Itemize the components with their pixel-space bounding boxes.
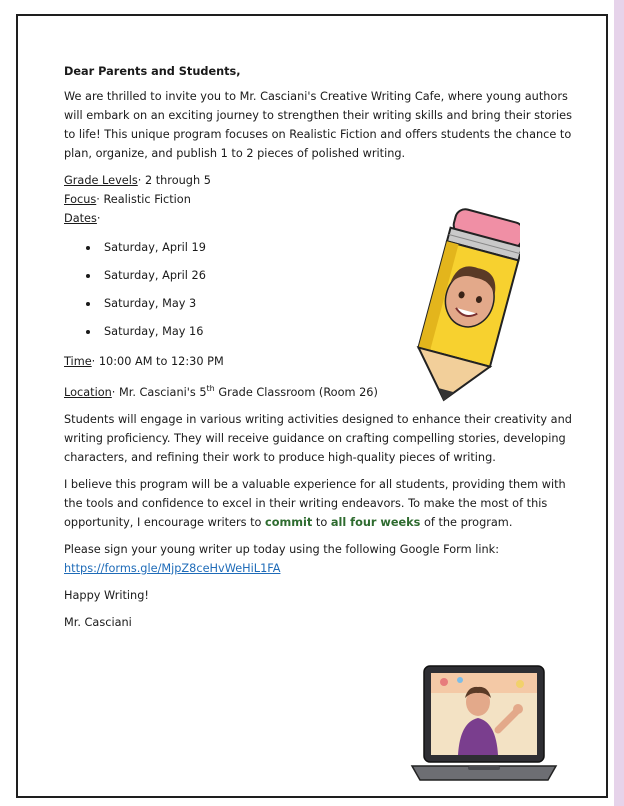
grade-levels-row xyxy=(64,171,574,190)
focus-value: Realistic Fiction xyxy=(103,193,191,206)
greeting: Dear Parents and Students, xyxy=(64,65,241,78)
signup-text: Please sign your young writer up today using the following Google Form link: xyxy=(64,542,500,556)
location-label: Location xyxy=(64,385,112,399)
label-colon: · xyxy=(91,355,99,368)
commitment-text-mid: to xyxy=(312,515,331,529)
closing: Happy Writing! xyxy=(64,588,149,602)
commit-highlight: commit xyxy=(265,515,313,529)
label-colon: · xyxy=(96,212,101,225)
location-superscript: th xyxy=(206,384,215,393)
time-label: Time xyxy=(64,355,92,368)
date-item: Saturday, April 26 xyxy=(86,262,574,290)
time-value: 10:00 AM to 12:30 PM xyxy=(98,355,224,368)
dates-label: Dates xyxy=(64,212,97,225)
signature: Mr. Casciani xyxy=(64,615,132,629)
date-item: Saturday, May 3 xyxy=(86,290,574,318)
commitment-paragraph xyxy=(64,475,574,532)
laptop-avatar-icon xyxy=(408,660,560,788)
focus-label: Focus xyxy=(64,193,97,206)
intro-paragraph: We are thrilled to invite you to Mr. Casciani's Creative Writing Cafe, where young authors will embark on an exciting journey to strengthen their writing skills and bring their stories to life! This unique program focuses on Realistic Fiction and offers students the chance to plan, organize, and publish 1 to 2 pieces of polished writing. xyxy=(64,90,572,160)
commitment-text-end: of the program. xyxy=(420,515,513,529)
label-colon: · xyxy=(137,174,145,187)
weeks-highlight: all four weeks xyxy=(330,515,421,529)
commitment-text: I believe this program will be a valuable experience for all students, providing them with the tools and confidence to excel in their writing endeavors. To make the most of this opportunity, I encourage writers to xyxy=(64,477,566,529)
location-value-rest: Grade Classroom (Room 26) xyxy=(214,385,378,399)
label-colon: · xyxy=(96,193,104,206)
date-item: Saturday, May 16 xyxy=(86,318,574,346)
pencil-avatar-icon xyxy=(408,206,520,412)
location-value: Mr. Casciani's 5 xyxy=(118,385,207,399)
date-item: Saturday, April 19 xyxy=(86,234,574,262)
signup-paragraph xyxy=(64,540,574,578)
activities-paragraph: Students will engage in various writing activities designed to enhance their creativity and writing proficiency. They will receive guidance on crafting compelling stories, developing characters, and refining their work to produce high-quality pieces of writing. xyxy=(64,412,572,464)
grade-levels-value: 2 through 5 xyxy=(144,174,211,187)
label-colon: · xyxy=(111,385,119,399)
google-form-link[interactable]: https://forms.gle/MjpZ8ceHvWeHiL1FA xyxy=(64,561,281,575)
grade-levels-label: Grade Levels xyxy=(64,174,138,187)
